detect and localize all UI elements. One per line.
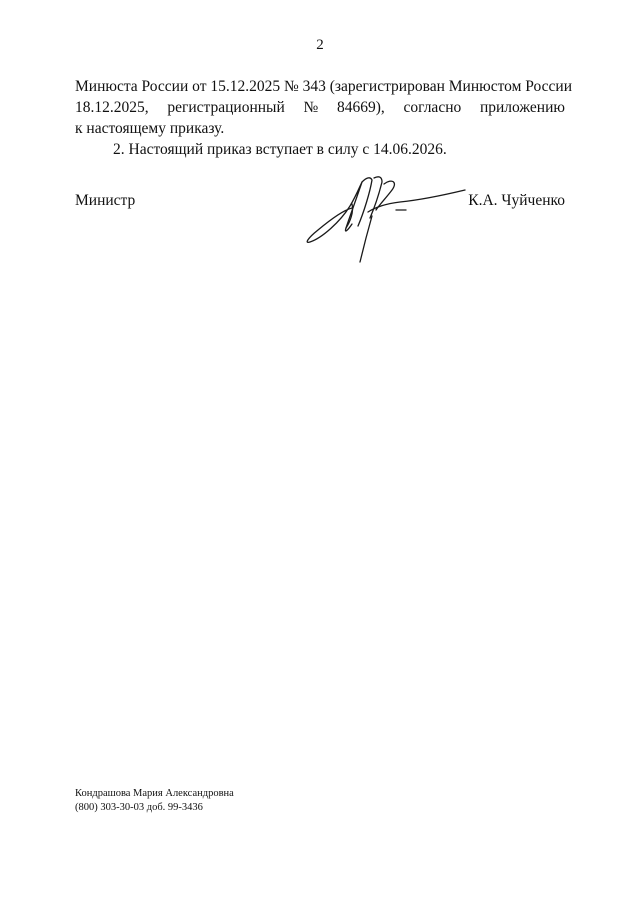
page-number: 2 <box>316 37 324 53</box>
executor-phone: (800) 303-30-03 доб. 99-3436 <box>75 802 203 813</box>
signer-position: Министр <box>75 192 136 209</box>
word: приложению <box>479 99 565 116</box>
paragraph-2: 2. Настоящий приказ вступает в силу с 14.06.2026. <box>113 141 447 158</box>
executor-footer <box>75 787 234 815</box>
word: 18.12.2025, <box>75 99 149 116</box>
paragraph-1-line-1: Минюста России от 15.12.2025 № 343 (зарегистрирован Минюстом России <box>75 78 573 95</box>
paragraph-1-line-3: к настоящему приказу. <box>75 120 225 137</box>
paragraph-1-line-2 <box>75 97 565 118</box>
document-body <box>75 76 573 160</box>
executor-name: Кондрашова Мария Александровна <box>75 788 234 799</box>
word: регистрационный <box>167 99 285 116</box>
word: 84669), <box>336 99 385 116</box>
word: № <box>303 99 319 116</box>
word: согласно <box>403 99 462 116</box>
signer-name: К.А. Чуйченко <box>468 192 565 209</box>
handwritten-signature <box>300 168 470 268</box>
